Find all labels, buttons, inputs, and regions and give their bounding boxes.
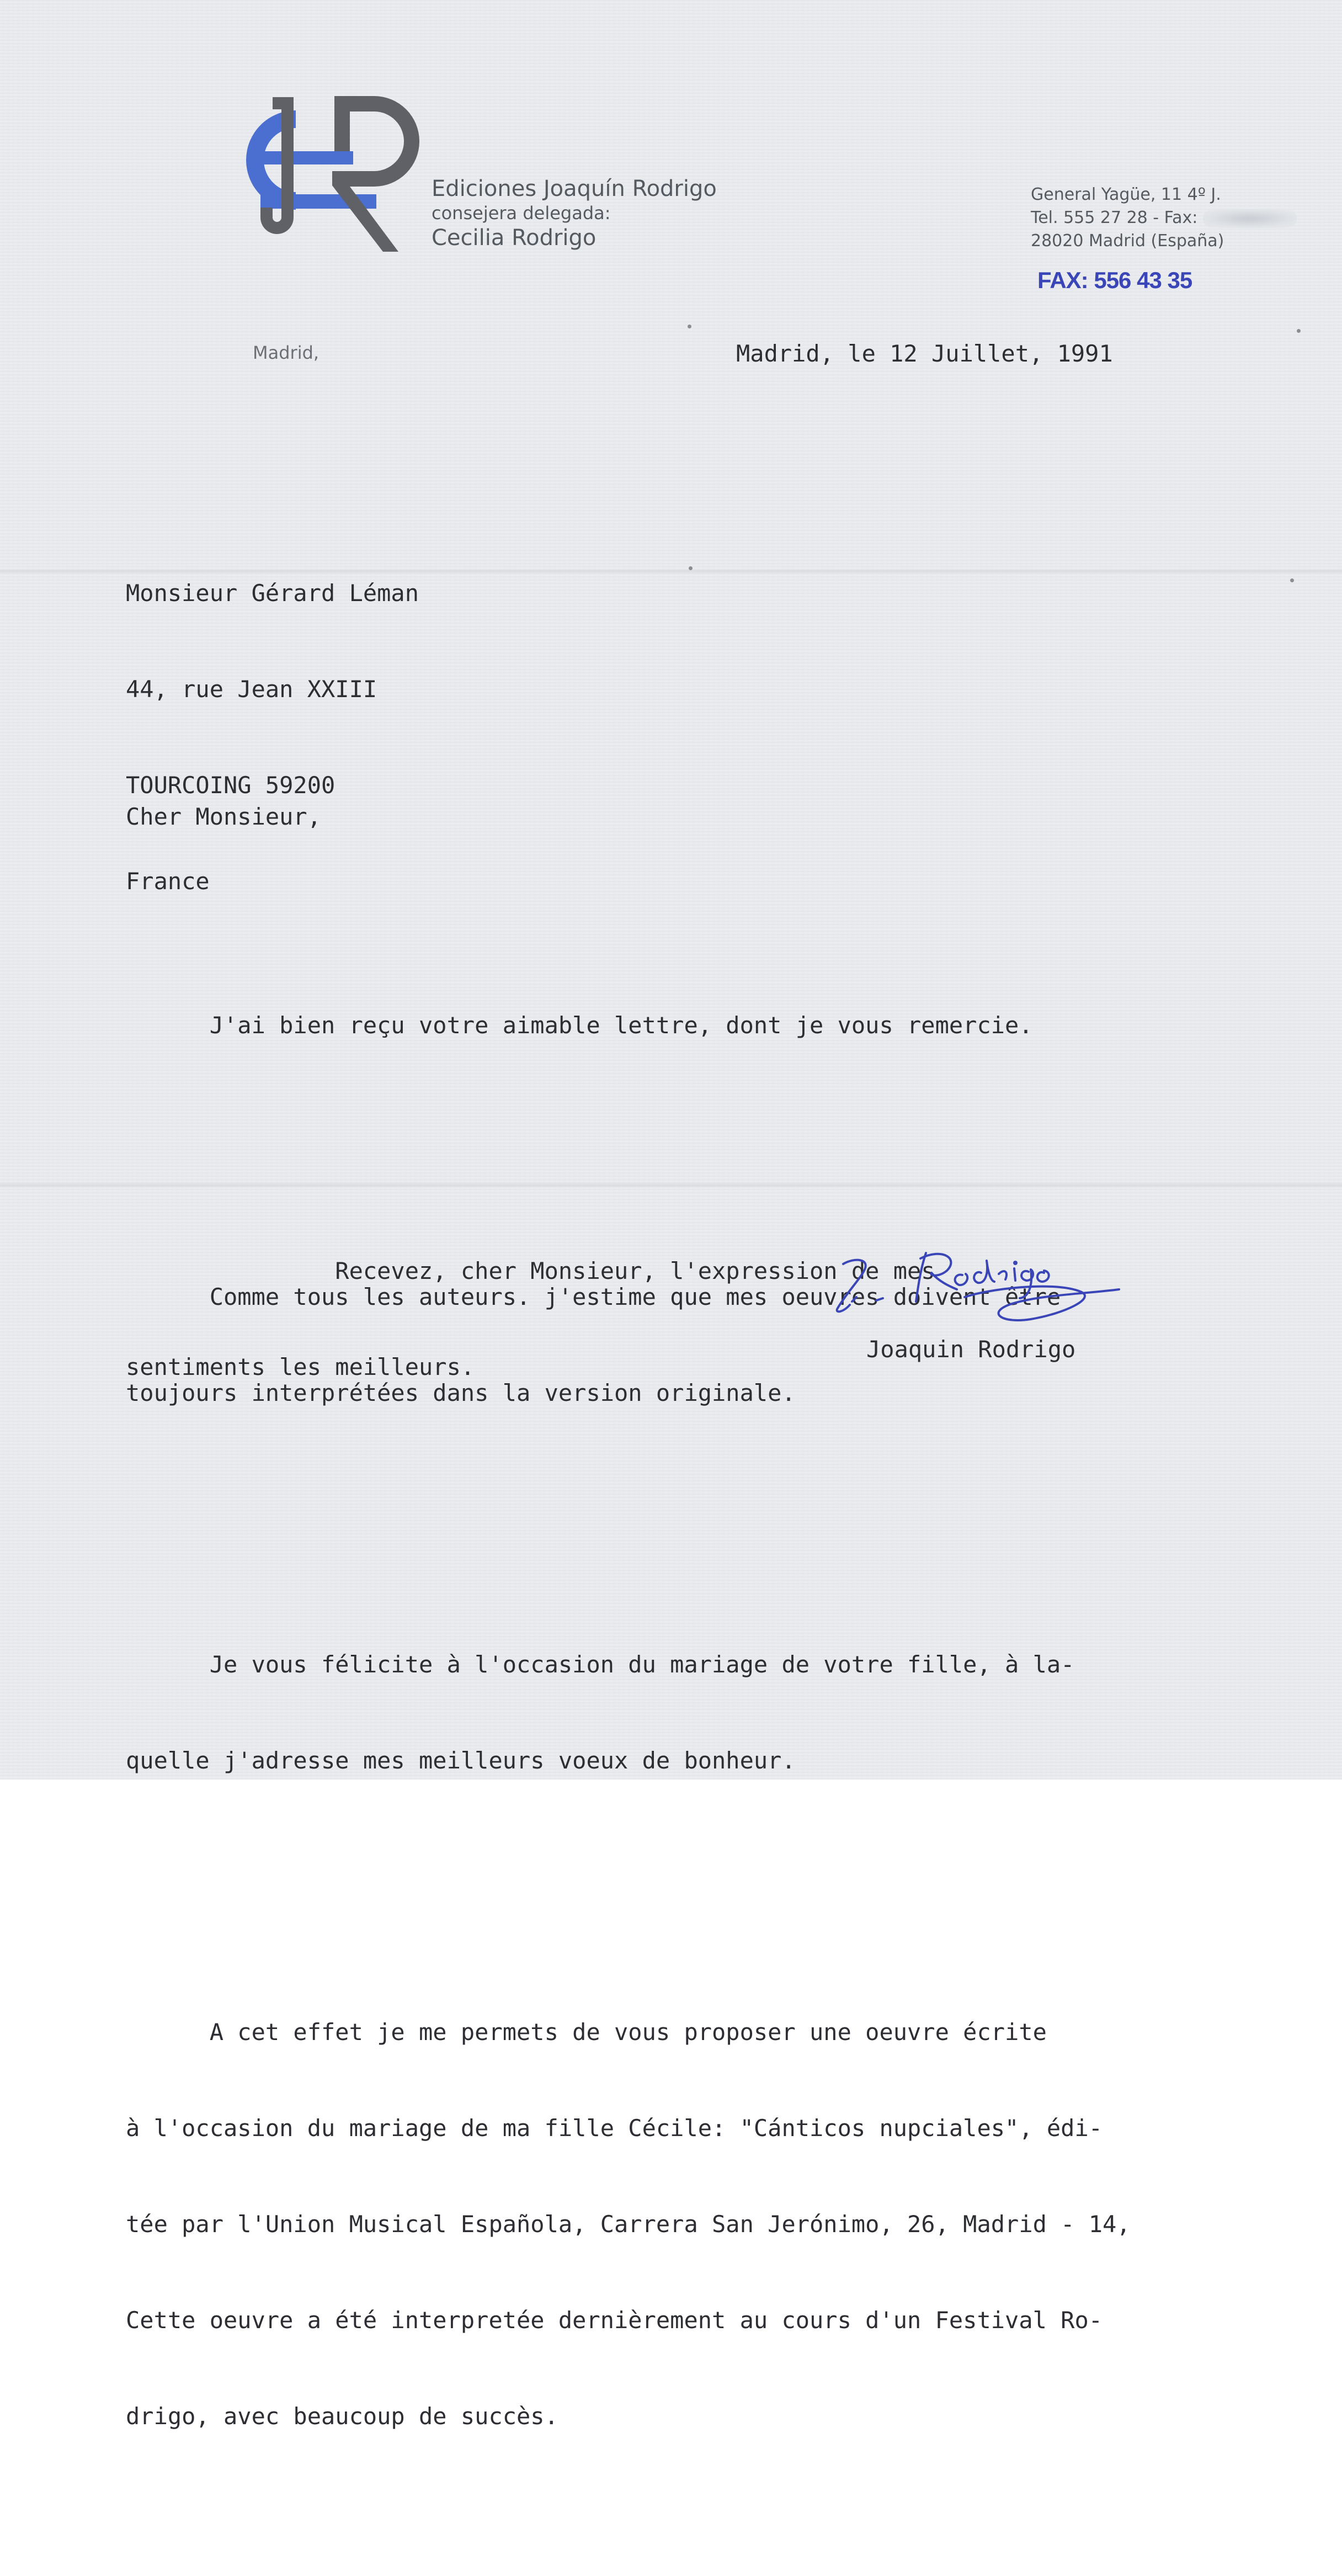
recipient-line: 44, rue Jean XXIII xyxy=(126,676,377,703)
printed-place: Madrid, xyxy=(253,342,319,363)
letter-body xyxy=(126,737,1131,2576)
body-line: Comme tous les auteurs. j'estime que mes oeuvres doivent être xyxy=(126,1283,1061,1310)
company-role: consejera delegada: xyxy=(432,203,611,224)
company-logo xyxy=(226,94,430,254)
body-line: à l'occasion du mariage de ma fille Cécile: "Cánticos nupciales", édi- xyxy=(126,2115,1103,2142)
body-line: drigo, avec beaucoup de succès. xyxy=(126,2403,558,2430)
paragraph xyxy=(126,1585,1131,1841)
paper-speck xyxy=(1297,329,1301,333)
address-city: 28020 Madrid (España) xyxy=(1031,231,1224,251)
closing-line: sentiments les meilleurs. xyxy=(126,1353,475,1380)
address-phone: Tel. 555 27 28 - Fax: xyxy=(1031,208,1198,227)
salutation: Cher Monsieur, xyxy=(126,803,322,830)
letter-date: Madrid, le 12 Juillet, 1991 xyxy=(736,340,1113,367)
closing-line: Recevez, cher Monsieur, l'expression de mes xyxy=(126,1257,935,1284)
paragraph xyxy=(126,1952,1131,2497)
letterhead-address xyxy=(1031,183,1297,253)
recipient-line: France xyxy=(126,868,210,895)
redacted-fax-blur xyxy=(1203,209,1297,228)
company-name: Ediciones Joaquín Rodrigo xyxy=(432,176,717,201)
company-person: Cecilia Rodrigo xyxy=(432,225,597,251)
body-line: tée par l'Union Musical Española, Carrera San Jerónimo, 26, Madrid - 14, xyxy=(126,2211,1131,2238)
paragraph xyxy=(126,946,1131,1106)
letterhead-block xyxy=(432,176,717,252)
body-line: quelle j'adresse mes meilleurs voeux de bonheur. xyxy=(126,1747,796,1774)
signer-name: Joaquin Rodrigo xyxy=(866,1336,1076,1363)
recipient-line: TOURCOING 59200 xyxy=(126,772,336,799)
address-phone-row xyxy=(1031,206,1297,230)
fax-stamp: FAX: 556 43 35 xyxy=(1037,267,1192,293)
body-line: Je vous félicite à l'occasion du mariage de votre fille, à la- xyxy=(126,1651,1075,1678)
body-line: Cette oeuvre a été interpretée dernièrement au cours d'un Festival Ro- xyxy=(126,2307,1103,2334)
paper-speck xyxy=(1290,578,1294,582)
closing xyxy=(126,1191,935,1447)
address-street: General Yagüe, 11 4º J. xyxy=(1031,185,1221,204)
paper-speck xyxy=(688,325,691,328)
handwritten-signature xyxy=(821,1236,1152,1330)
body-line: J'ai bien reçu votre aimable lettre, dont je vous remercie. xyxy=(126,1012,1033,1039)
paper-speck xyxy=(689,566,693,570)
body-line: toujours interprétées dans la version originale. xyxy=(126,1379,796,1406)
body-line: A cet effet je me permets de vous proposer une oeuvre écrite xyxy=(126,2019,1047,2046)
signature-text: J. Rodrigo xyxy=(821,1236,824,1237)
recipient-line: Monsieur Gérard Léman xyxy=(126,580,419,607)
